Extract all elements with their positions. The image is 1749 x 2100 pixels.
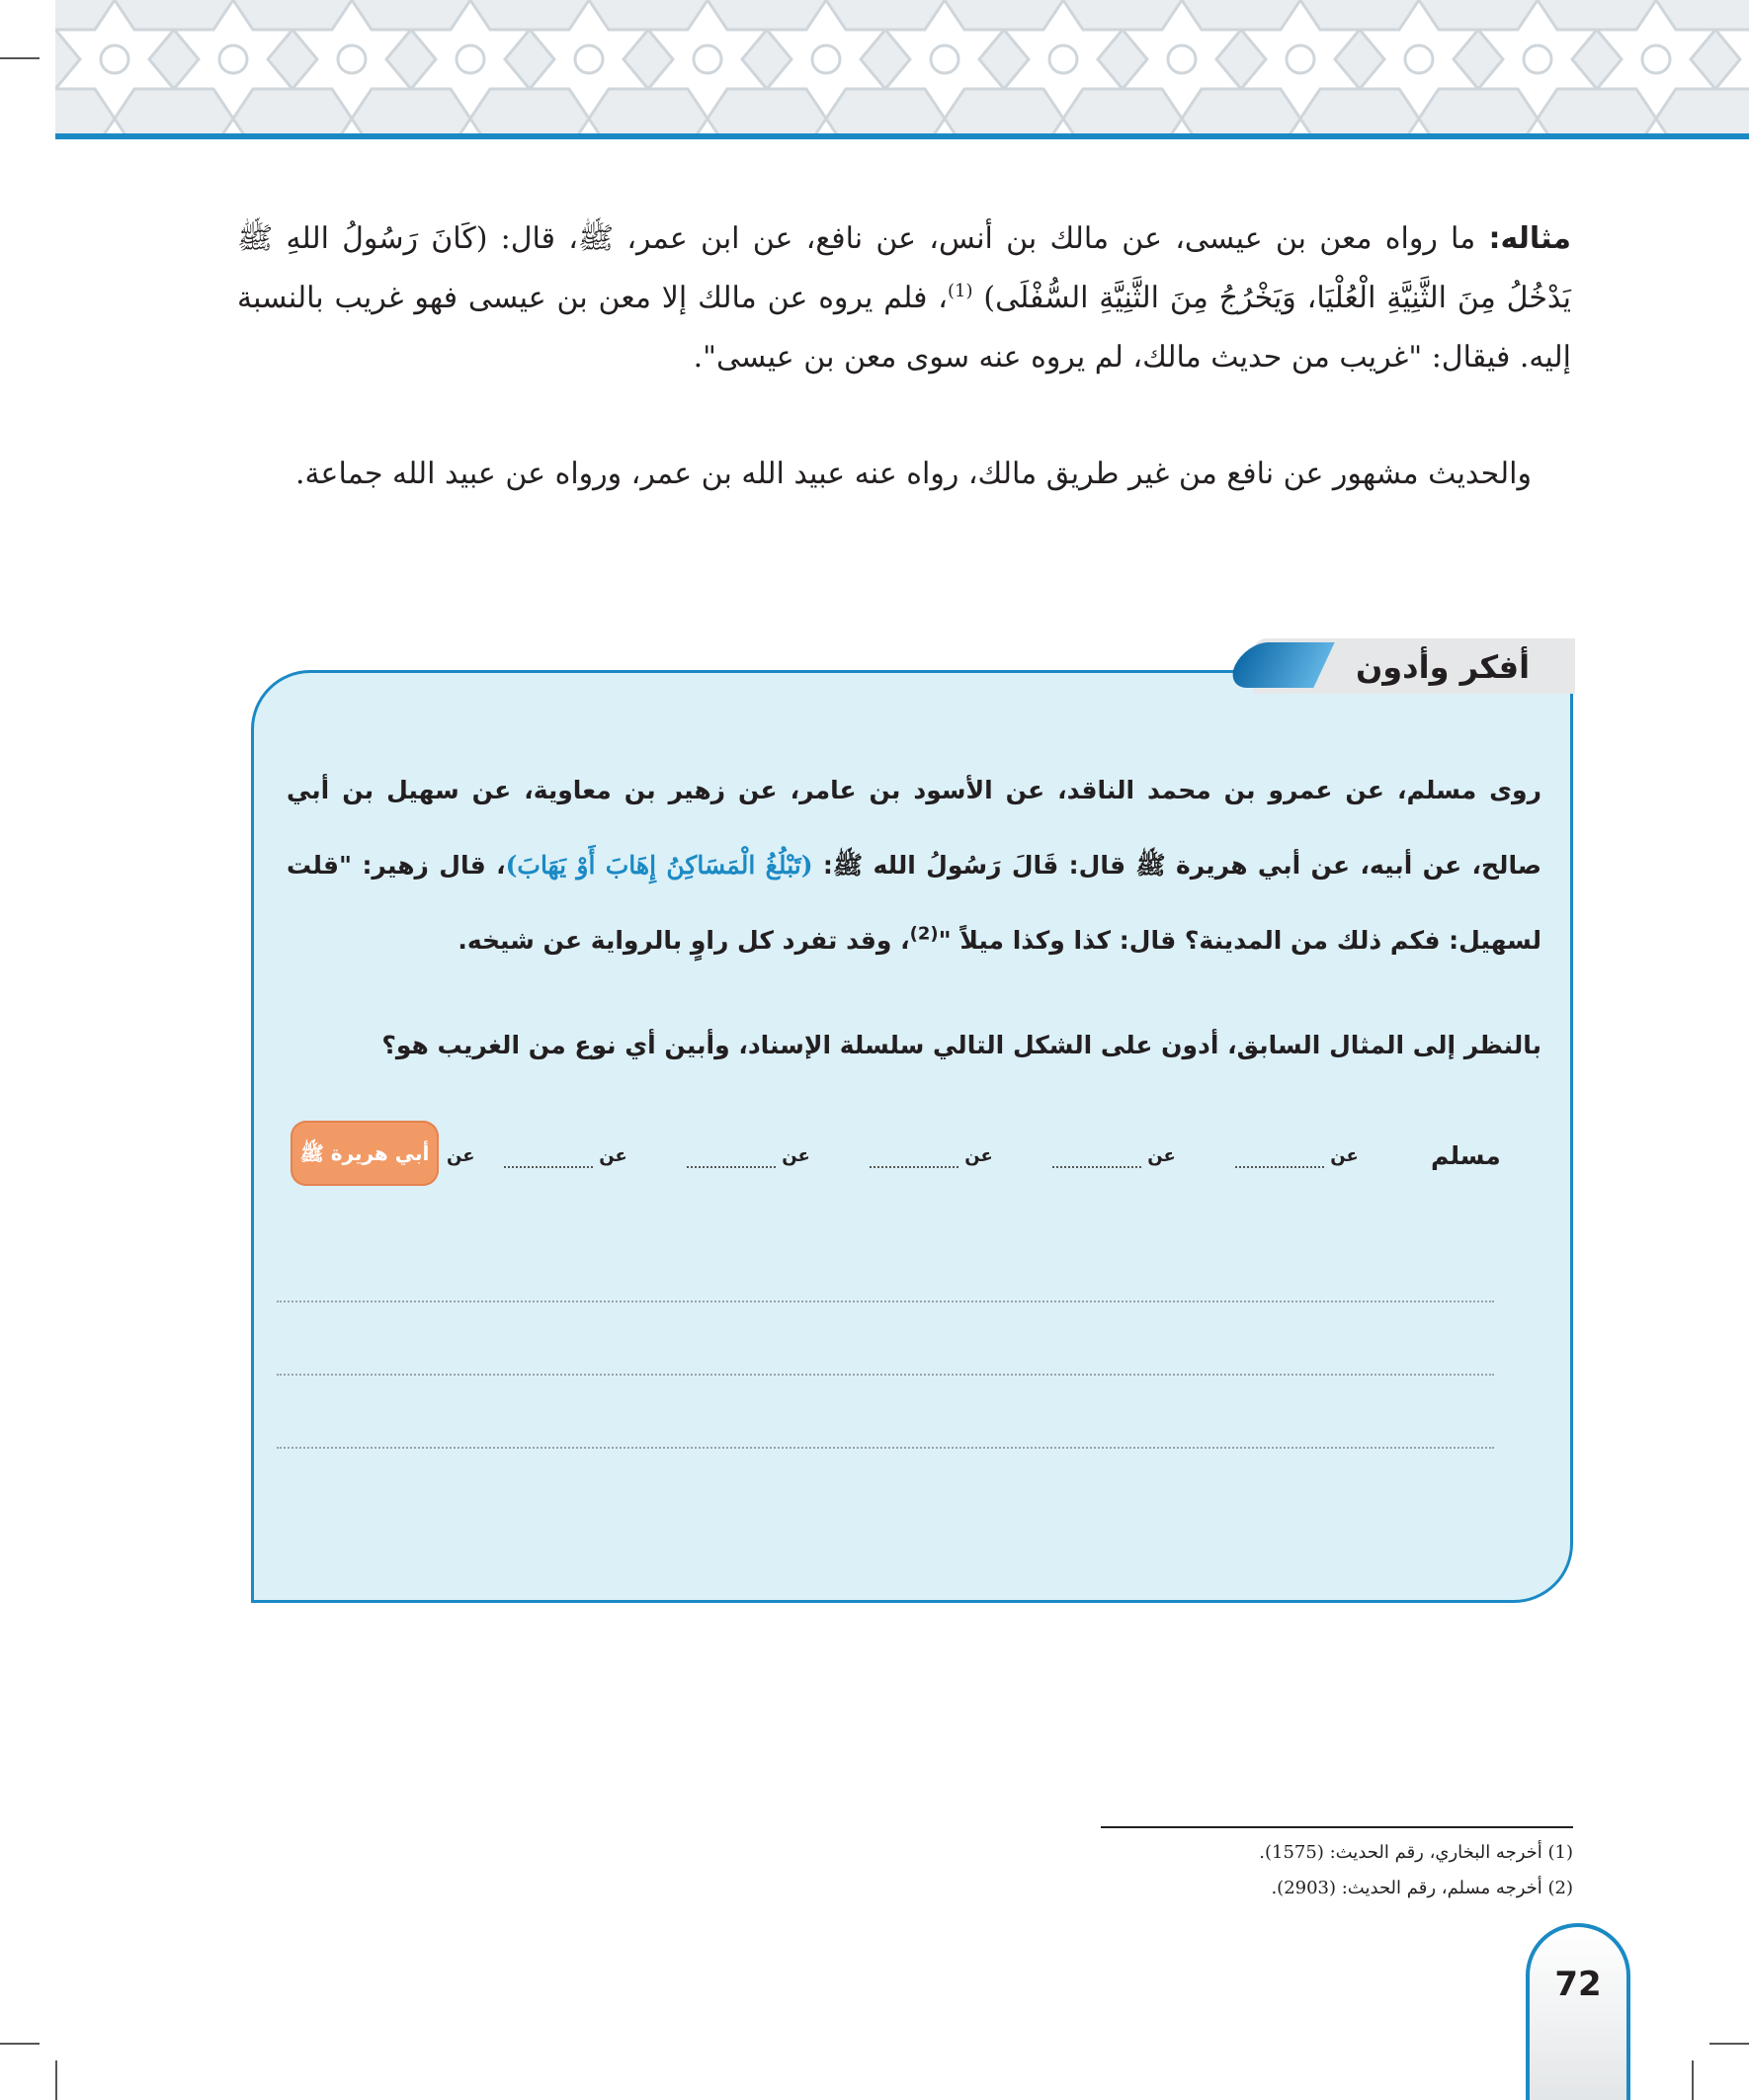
crop-mark (1709, 2043, 1749, 2045)
chain-blank[interactable] (870, 1144, 958, 1168)
answer-line[interactable] (277, 1374, 1494, 1376)
chain-link[interactable] (1235, 1136, 1359, 1176)
chain-connector: عن (447, 1145, 475, 1166)
narration-line-3a: "قلت لسهيل: فكم ذلك من المدينة؟ قال: كذا وكذا ميلاً " (287, 851, 1541, 955)
footnote-1: (1) أخرجه البخاري، رقم الحديث: (1575). (1259, 1842, 1573, 1863)
chain-blank[interactable] (1052, 1144, 1141, 1168)
narration-line-2b: ، قال زهير: (362, 851, 506, 880)
think-box-title: أفكر وأدون (1355, 648, 1531, 686)
chain-connector: عن (599, 1145, 627, 1166)
example-paragraph (237, 210, 1571, 387)
chain-end-narrator: أبي هريرة ﷺ (291, 1121, 439, 1186)
crop-mark (1692, 2060, 1694, 2100)
chain-blank[interactable] (1235, 1144, 1324, 1168)
chain-link[interactable] (870, 1136, 993, 1176)
narration-line-2a: صالح، عن أبيه، عن أبي هريرة ﷺ قال: قَالَ رَسُولُ الله ﷺ: (822, 851, 1541, 880)
chain-link[interactable] (687, 1136, 810, 1176)
answer-line[interactable] (277, 1447, 1494, 1449)
answer-line[interactable] (277, 1301, 1494, 1302)
footnote-ref-1: (1) (947, 281, 973, 301)
chain-connector: عن (1147, 1145, 1176, 1166)
page-number: 72 (1554, 1965, 1602, 2004)
chain-link (447, 1136, 475, 1176)
footnote-ref-2: (2) (909, 923, 939, 945)
chain-connector: عن (1330, 1145, 1359, 1166)
header-pattern (55, 0, 1749, 138)
chain-link[interactable] (1052, 1136, 1176, 1176)
think-box-narration (287, 753, 1541, 978)
crop-mark (55, 2060, 57, 2100)
example-line-1: ما رواه معن بن عيسى، عن مالك بن أنس، عن نافع، عن ابن عمر، ﷺ، قال: (كَانَ رَسُولُ اللهِ ﷺ (237, 221, 1476, 256)
example-line-2: يَدْخُلُ مِنَ الثَّنِيَّةِ الْعُلْيَا، وَيَخْرُجُ مِنَ الثَّنِيَّةِ السُّفْلَى) (983, 281, 1571, 315)
example-line-2-rest: ، فلم يروه عن مالك إلا معن بن عيسى فهو غريب بالنسبة (237, 281, 948, 315)
chain-start-narrator: مسلم (1431, 1141, 1501, 1170)
chain-link[interactable] (504, 1136, 627, 1176)
example-line-3: إليه. فيقال: "غريب من حديث مالك، لم يروه عنه سوى معن بن عيسى". (693, 340, 1571, 375)
chain-connector: عن (782, 1145, 810, 1166)
hadith-text: (تَبْلُغُ الْمَسَاكِنُ إِهَابَ أَوْ يَهَابَ) (505, 851, 813, 880)
example-label: مثاله: (1488, 221, 1571, 256)
narration-line-3b: ، وقد تفرد كل راوٍ بالرواية عن شيخه. (458, 926, 910, 955)
footnote-rule (1101, 1826, 1573, 1828)
narration-line-1: روى مسلم، عن عمرو بن محمد الناقد، عن الأسود بن عامر، عن زهير بن معاوية، عن سهيل بن أبي (287, 776, 1541, 804)
page-number-tab (1526, 1923, 1630, 2100)
header-rule (55, 133, 1749, 139)
chain-blank[interactable] (687, 1144, 776, 1168)
crop-mark (0, 57, 40, 59)
hadith-note-paragraph (217, 445, 1532, 504)
crop-mark (0, 2043, 40, 2045)
footnote-2: (2) أخرجه مسلم، رقم الحديث: (2903). (1271, 1878, 1573, 1898)
think-box-question: بالنظر إلى المثال السابق، أدون على الشكل التالي سلسلة الإسناد، وأبين أي نوع من الغريب هو؟ (381, 1031, 1541, 1059)
chain-connector: عن (964, 1145, 993, 1166)
chain-blank[interactable] (504, 1144, 593, 1168)
example-line-4: والحديث مشهور عن نافع من غير طريق مالك، رواه عنه عبيد الله بن عمر، ورواه عن عبيد الله جماعة. (294, 457, 1532, 491)
